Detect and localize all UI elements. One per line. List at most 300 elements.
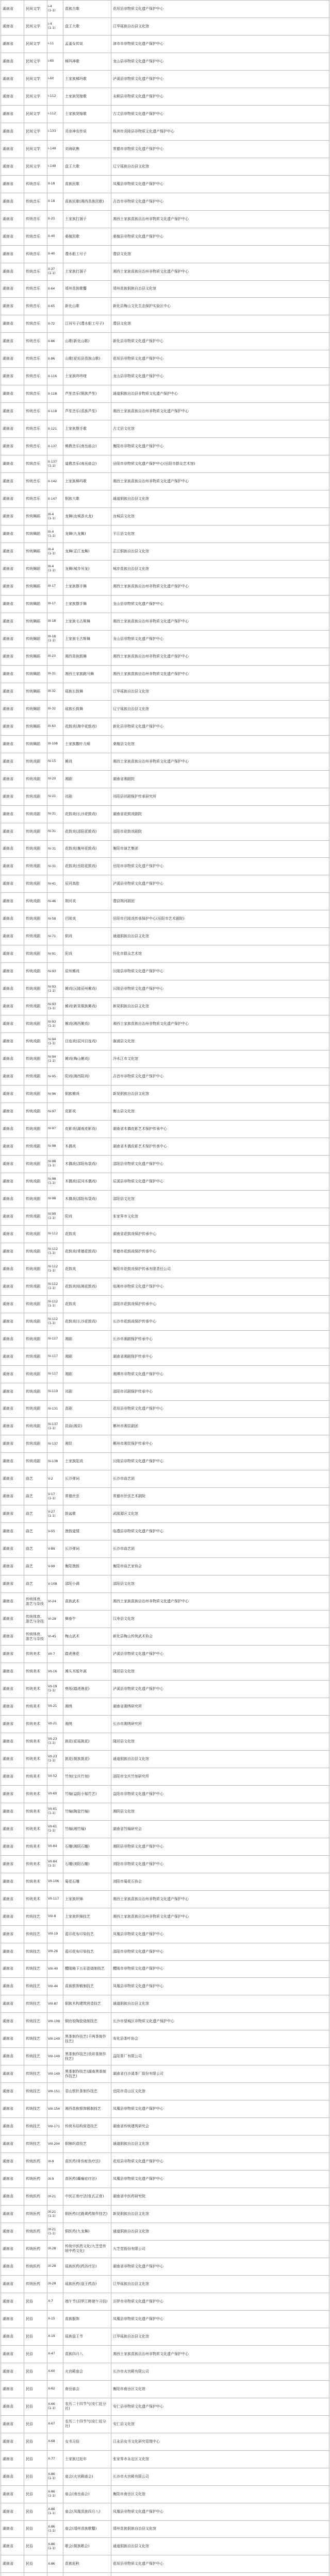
category-cell: 传统医药 [24, 2206, 47, 2223]
project-name-cell: 土家族织锦 [63, 1890, 111, 1908]
table-row [1, 385, 329, 403]
protection-unit-cell: 邵阳县文化馆 [111, 1190, 329, 1208]
category-cell: 传统音乐 [24, 298, 47, 315]
category-cell: 民俗 [24, 2415, 47, 2433]
code-cell: VIII-87 [47, 1995, 63, 2013]
code-cell: X-47 [47, 2345, 63, 2363]
table-row [1, 1033, 329, 1050]
category-cell: 传统音乐 [24, 210, 47, 228]
province-cell: 湖南省 [1, 805, 24, 823]
protection-unit-cell: 祁阳县祁剧保护传承研究所 [111, 788, 329, 805]
table-row [1, 1943, 329, 1960]
protection-unit-cell: 湘西土家族苗族自治州非物质文化遗产保护中心 [111, 665, 329, 683]
code-cell: II-18 [47, 193, 63, 210]
protection-unit-cell: 邵阳市花鼓戏剧院 [111, 823, 329, 840]
protection-unit-cell: 益阳茶厂有限公司 [111, 2048, 329, 2065]
code-cell: IV-31 [47, 840, 63, 858]
project-name-cell: 庙会(火宫殿庙会) [63, 2468, 111, 2485]
code-cell: VII-84 (1-1) [47, 1855, 63, 1873]
code-cell: VII-61 (1-1) [47, 1820, 63, 1838]
category-cell: 传统戏剧 [24, 1086, 47, 1103]
code-cell: III-31 [47, 665, 63, 683]
table-row [1, 438, 329, 455]
project-name-cell: 祁剧 [63, 1383, 111, 1400]
category-cell: 传统医药 [24, 2241, 47, 2258]
table-row [1, 788, 329, 805]
table-row [1, 1908, 329, 1925]
table-row [1, 1, 329, 18]
project-name-cell: 花鼓戏 [63, 1225, 111, 1243]
table-row [1, 1348, 329, 1365]
project-name-cell: 苗剧 [63, 1400, 111, 1418]
protection-unit-cell: 辽宁瑶族自治县文化馆 [111, 700, 329, 718]
code-cell: II-147 [47, 490, 63, 508]
project-name-cell: 挑花(花瑶挑花) [63, 1733, 111, 1750]
project-name-cell: 土家族梯玛歌 [63, 70, 111, 88]
protection-unit-cell: 长沙市湘绣研究所 [111, 1715, 329, 1733]
category-cell: 传统美术 [24, 1768, 47, 1785]
protection-unit-cell: 辰溪县非物质文化遗产保护中心 [111, 1173, 329, 1190]
code-cell: III-63 [47, 718, 63, 735]
province-cell: 湖南省 [1, 2030, 24, 2048]
province-cell: 湖南省 [1, 1260, 24, 1278]
protection-unit-cell: 衡阳市南岳区文化馆 [111, 2485, 329, 2503]
project-name-cell: 湘剧 [63, 1348, 111, 1365]
project-name-cell: 花鼓戏(岳阳花鼓戏) [63, 858, 111, 875]
project-name-cell: 竹编(益阳小郁竹艺) [63, 1785, 111, 1803]
table-row [1, 1488, 329, 1505]
code-cell: X-86 (1-1) [47, 2485, 63, 2503]
project-name-cell: 竹编(湘竹编) [63, 1820, 111, 1838]
project-name-cell: 长沙弹词 [63, 1540, 111, 1558]
province-cell: 湖南省 [1, 1558, 24, 1575]
table-row [1, 1995, 329, 2013]
project-name-cell [63, 2573, 111, 2576]
province-cell: 湖南省 [1, 2450, 24, 2468]
table-row [1, 2345, 329, 2363]
province-cell: 湖南省 [1, 1348, 24, 1365]
category-cell: 民俗 [24, 2450, 47, 2468]
table-row [1, 1855, 329, 1873]
code-cell: II-40 [47, 245, 63, 263]
project-name-cell: 花鼓戏(常德花鼓戏) [63, 1243, 111, 1260]
code-cell: IV-99 (1-1) [47, 1208, 63, 1225]
table-row [1, 1960, 329, 1978]
province-cell: 湖南省 [1, 1978, 24, 1995]
code-cell: IV-93 (1-1) [47, 980, 63, 998]
province-cell: 湖南省 [1, 2485, 24, 2503]
code-cell: VII-7 [47, 1646, 63, 1663]
province-cell: 湖南省 [1, 1383, 24, 1400]
province-cell: 湖南省 [1, 490, 24, 508]
code-cell: IV-97 [47, 1121, 63, 1138]
table-row [1, 2100, 329, 2118]
province-cell: 湖南省 [1, 1400, 24, 1418]
code-cell: I-133 [47, 123, 63, 140]
category-cell: 传统戏剧 [24, 1453, 47, 1470]
province-cell: 湖南省 [1, 1068, 24, 1086]
table-row [1, 2171, 329, 2188]
category-cell: 传统舞蹈 [24, 526, 47, 543]
protection-unit-cell: 江永县女书文化研究管理中心 [111, 2433, 329, 2450]
province-cell: 湖南省 [1, 823, 24, 840]
category-cell: 传统戏剧 [24, 1295, 47, 1313]
table-row [1, 175, 329, 193]
category-cell: 传统戏剧 [24, 945, 47, 963]
province-cell: 湖南省 [1, 1943, 24, 1960]
province-cell: 湖南省 [1, 1908, 24, 1925]
project-name-cell: 佛教音乐(南岳庙会) [63, 438, 111, 455]
project-name-cell: 山歌(新化山歌) [63, 333, 111, 350]
province-cell: 湖南省 [1, 893, 24, 910]
code-cell: IV-137 (1-1) [47, 1418, 63, 1435]
protection-unit-cell: 汨罗市非物质文化遗产保护中心 [111, 2293, 329, 2310]
province-cell: 湖南省 [1, 2363, 24, 2380]
code-cell: IX-28 [47, 2258, 63, 2275]
category-cell: 传统美术 [24, 1646, 47, 1663]
table-row [1, 1173, 329, 1190]
province-cell: 湖南省 [1, 2013, 24, 2030]
table-row [1, 228, 329, 245]
province-cell: 湖南省 [1, 1488, 24, 1505]
code-cell: IV-46 [47, 893, 63, 910]
category-cell: 曲艺 [24, 1540, 47, 1558]
code-cell: IV-98 [47, 1190, 63, 1208]
project-name-cell: 剪纸(踏虎凿花) [63, 1681, 111, 1698]
table-row [1, 2258, 329, 2275]
category-cell: 传统戏剧 [24, 1015, 47, 1033]
category-cell: 传统技艺 [24, 2083, 47, 2100]
project-name-cell: 荆河戏 [63, 893, 111, 910]
protection-unit-cell: 湘西土家族苗族自治州非物质文化遗产保护中心 [111, 1890, 329, 1908]
protection-unit-cell: 湖南省白沙溪茶厂股份有限公司 [111, 2065, 329, 2083]
protection-unit-cell: 长沙市曲艺团 [111, 1470, 329, 1488]
code-cell: VI-28 [47, 1611, 63, 1628]
table-row [1, 18, 329, 35]
category-cell: 传统美术 [24, 1873, 47, 1890]
code-cell: VII-117 [47, 1890, 63, 1908]
table-row [1, 1890, 329, 1908]
category-cell: 民间文学 [24, 140, 47, 158]
protection-unit-cell: 新晃侗族自治县文化馆 [111, 1086, 329, 1103]
province-cell: 湖南省 [1, 1015, 24, 1033]
project-name-cell: 昆曲(湘昆) [63, 1418, 111, 1435]
protection-unit-cell: 邵阳市非物质文化遗产保护中心 [111, 1943, 329, 1960]
category-cell: 传统戏剧 [24, 858, 47, 875]
table-row [1, 1086, 329, 1103]
project-name-cell: 木偶戏 [63, 1138, 111, 1155]
province-cell: 湖南省 [1, 1313, 24, 1330]
project-name-cell: 醴陵釉下五彩瓷烧制技艺 [63, 1960, 111, 1978]
province-cell: 湖南省 [1, 543, 24, 561]
province-cell: 湖南省 [1, 2345, 24, 2363]
protection-unit-cell: 通道侗族自治县文化馆 [111, 928, 329, 945]
category-cell: 传统舞蹈 [24, 561, 47, 578]
province-cell: 湖南省 [1, 2153, 24, 2171]
protection-unit-cell: 津市市非物质文化遗产保护中心 [111, 35, 329, 53]
protection-unit-cell: 花垣县非物质文化遗产保护中心 [111, 1, 329, 18]
code-cell: IV-96 [47, 1086, 63, 1103]
category-cell: 传统技艺 [24, 2136, 47, 2153]
code-cell: IV-112 [47, 1225, 63, 1243]
protection-unit-cell: 冷水江市文化馆 [111, 1050, 329, 1068]
category-cell: 传统音乐 [24, 350, 47, 368]
table-row [1, 1750, 329, 1768]
table-row [1, 1978, 329, 1995]
project-name-cell: 刘海砍樵 [63, 140, 111, 158]
protection-unit-cell: 通道侗族自治县文化馆 [111, 2136, 329, 2153]
project-name-cell: 花鼓戏(邵阳花鼓戏) [63, 823, 111, 840]
project-name-cell: 君山银针茶制作技艺 [63, 2083, 111, 2100]
code-cell: IX-28 [47, 2275, 63, 2293]
code-cell: II-137 (1-1) [47, 455, 63, 473]
category-cell: 曲艺 [24, 1558, 47, 1575]
table-row [1, 543, 329, 561]
province-cell: 湖南省 [1, 158, 24, 175]
code-cell: IV-112 (1-1) [47, 1278, 63, 1295]
code-cell: II-118 [47, 385, 63, 403]
province-cell: 湖南省 [1, 595, 24, 613]
table-row [1, 2118, 329, 2136]
project-name-cell: 龙舞(汝城香火龙) [63, 508, 111, 526]
category-cell: 曲艺 [24, 1505, 47, 1523]
project-name-cell: 黑茶制作技艺(茯砖茶制作技艺) [63, 2048, 111, 2065]
province-cell: 湖南省 [1, 1593, 24, 1611]
table-row [1, 1925, 329, 1943]
code-cell: II-121 [47, 420, 63, 438]
code-cell: VII-23 (1-1) [47, 1733, 63, 1750]
protection-unit-cell: 安化县茶叶协会 [111, 2030, 329, 2048]
code-cell: VIII-149 [47, 2065, 63, 2083]
project-name-cell: 土家族织锦技艺 [63, 1908, 111, 1925]
province-cell: 湖南省 [1, 420, 24, 438]
project-name-cell: 石雕(湘阴石雕) [63, 1838, 111, 1855]
province-cell: 湖南省 [1, 683, 24, 700]
province-cell: 湖南省 [1, 770, 24, 788]
category-cell: 民俗 [24, 2520, 47, 2538]
project-name-cell: 湘剧 [63, 1365, 111, 1383]
category-cell: 传统舞蹈 [24, 543, 47, 561]
category-cell: 民间文学 [24, 105, 47, 123]
protection-unit-cell: 通道侗族自治县非物质文化遗产保护中心 [111, 385, 329, 403]
category-cell: 传统戏剧 [24, 1435, 47, 1453]
category-cell: 传统技艺 [24, 2065, 47, 2083]
province-cell: 湖南省 [1, 526, 24, 543]
category-cell: 传统体育、游艺与杂技 [24, 1611, 47, 1628]
protection-unit-cell: 靖州苗族侗族自治县文化馆 [111, 280, 329, 298]
protection-unit-cell: 九芝堂股份有限公司 [111, 2241, 329, 2258]
code-cell: III-4 (1-1) [47, 526, 63, 543]
project-name-cell: 龙舞(城步吊龙) [63, 561, 111, 578]
protection-unit-cell: 怀化市群众艺术馆 [111, 945, 329, 963]
project-name-cell: 苗族银饰锻制技艺 [63, 1978, 111, 1995]
table-row [1, 613, 329, 630]
province-cell: 湖南省 [1, 385, 24, 403]
code-cell: I-4 (1-1) [47, 1, 63, 18]
code-cell: X-86 [47, 2555, 63, 2573]
code-cell: II-142 [47, 473, 63, 490]
province-cell: 湖南省 [1, 700, 24, 718]
province-cell: 湖南省 [1, 18, 24, 35]
code-cell: IV-138 [47, 1453, 63, 1470]
province-cell: 湖南省 [1, 1715, 24, 1733]
category-cell: 民间文学 [24, 70, 47, 88]
province-cell: 湖南省 [1, 613, 24, 630]
category-cell: 传统戏剧 [24, 1138, 47, 1155]
table-row [1, 1383, 329, 1400]
project-name-cell: 盘王大歌 [63, 18, 111, 35]
table-row [1, 875, 329, 893]
table-row [1, 1470, 329, 1488]
table-row [1, 1820, 329, 1838]
code-cell: I-149 [47, 158, 63, 175]
table-row [1, 1365, 329, 1383]
project-name-cell: 梯玛神歌 [63, 53, 111, 70]
project-name-cell: 桑植民歌 [63, 228, 111, 245]
protection-unit-cell: 浏阳市菊花石协会 [111, 1873, 329, 1890]
code-cell: VII-19 (1-1) [47, 1681, 63, 1698]
protection-unit-cell: 汉寿县文化馆 [111, 1611, 329, 1628]
code-cell: IV-98 [47, 1138, 63, 1155]
table-row [1, 823, 329, 840]
protection-unit-cell: 岳阳市君山区文化馆 [111, 2083, 329, 2100]
protection-unit-cell: 郴州市湘昆剧团 [111, 1418, 329, 1435]
table-row [1, 1190, 329, 1208]
project-name-cell: 湘绣 [63, 1698, 111, 1715]
code-cell: II-116 [47, 368, 63, 385]
category-cell: 传统戏剧 [24, 753, 47, 770]
table-row [1, 105, 329, 123]
table-row [1, 403, 329, 420]
code-cell: VIII-108 [47, 2013, 63, 2030]
project-name-cell: 阳戏 [63, 1208, 111, 1225]
category-cell: 传统戏剧 [24, 980, 47, 998]
code-cell: IV-15 [47, 753, 63, 770]
protection-unit-cell: 平江县文化馆 [111, 526, 329, 543]
code-cell: VIII-149 [47, 2030, 63, 2048]
code-cell: VIII-151 [47, 2083, 63, 2100]
protection-unit-cell: 长沙市火宫殿有限公司 [111, 2468, 329, 2485]
protection-unit-cell: 凤凰县非物质文化遗产保护中心 [111, 1978, 329, 1995]
category-cell: 传统美术 [24, 1803, 47, 1820]
province-cell: 湖南省 [1, 1190, 24, 1208]
code-cell: V-2 [47, 1470, 63, 1488]
table-row [1, 526, 329, 543]
table-row [1, 1540, 329, 1558]
province-cell: 湖南省 [1, 2188, 24, 2206]
protection-unit-cell: 澧县文化馆 [111, 245, 329, 263]
table-row [1, 1295, 329, 1313]
code-cell: I-149 [47, 140, 63, 158]
province-cell: 湖南省 [1, 1, 24, 18]
table-row [1, 910, 329, 928]
project-name-cell: 傩戏(新晃侗族傩戏) [63, 998, 111, 1015]
project-name-cell: 阳戏 [63, 945, 111, 963]
category-cell: 传统戏剧 [24, 1400, 47, 1418]
province-cell: 湖南省 [1, 175, 24, 193]
province-cell: 湖南省 [1, 1925, 24, 1943]
protection-unit-cell: 花垣县非物质文化遗产保护中心 [111, 2153, 329, 2171]
province-cell: 湖南省 [1, 1540, 24, 1558]
province-cell: 湖南省 [1, 1225, 24, 1243]
table-row [1, 1313, 329, 1330]
province-cell: 湖南省 [1, 2293, 24, 2310]
table-row [1, 805, 329, 823]
table-row [1, 333, 329, 350]
project-name-cell: 道教音乐(南岳庙会) [63, 455, 111, 473]
protection-unit-cell: 凤凰县非物质文化遗产保护中心 [111, 2310, 329, 2328]
code-cell: I-112 [47, 105, 63, 123]
category-cell: 传统技艺 [24, 2118, 47, 2136]
category-cell: 曲艺 [24, 1575, 47, 1593]
code-cell: IV-94 (1-1) [47, 1033, 63, 1050]
table-row [1, 2485, 329, 2503]
category-cell: 曲艺 [24, 1470, 47, 1488]
category-cell: 传统戏剧 [24, 1348, 47, 1365]
province-cell: 湖南省 [1, 263, 24, 280]
code-cell: III-4 (1-1) [47, 508, 63, 526]
category-cell: 传统戏剧 [24, 1278, 47, 1295]
category-cell: 民俗 [24, 2485, 47, 2503]
project-name-cell: 瑶族长鼓舞 [63, 683, 111, 700]
table-row [1, 2450, 329, 2468]
protection-unit-cell: 湖南省湘剧保护传承中心 [111, 1348, 329, 1365]
province-cell: 湖南省 [1, 1295, 24, 1313]
project-name-cell: 苗医药(骨伤蛇伤疗法) [63, 2153, 111, 2171]
category-cell: 传统美术 [24, 1698, 47, 1715]
code-cell: II-18 [47, 175, 63, 193]
province-cell: 湖南省 [1, 1838, 24, 1855]
table-row [1, 1803, 329, 1820]
table-row [1, 1646, 329, 1663]
category-cell: 传统戏剧 [24, 1033, 47, 1050]
project-name-cell: 侗族木构建筑营造技艺 [63, 1995, 111, 2013]
category-cell: 传统戏剧 [24, 1208, 47, 1225]
protection-unit-cell: 郴州市湘昆保护传承中心 [111, 1435, 329, 1453]
category-cell: 民俗 [24, 2380, 47, 2398]
protection-unit-cell: 澧县荆河剧团 [111, 893, 329, 910]
code-cell: III-32 [47, 683, 63, 700]
province-cell: 湖南省 [1, 2083, 24, 2100]
table-row [1, 350, 329, 368]
protection-unit-cell: 武陵源区文化馆 [111, 1505, 329, 1523]
table-row [1, 1715, 329, 1733]
province-cell: 湖南省 [1, 2048, 24, 2065]
project-name-cell: 黑茶制作技艺(千两茶制作技艺) [63, 2030, 111, 2048]
table-row [1, 1523, 329, 1540]
category-cell: 传统音乐 [24, 455, 47, 473]
table-row [1, 683, 329, 700]
project-name-cell: 新化山歌 [63, 298, 111, 315]
table-row [1, 2328, 329, 2345]
category-cell: 传统技艺 [24, 2048, 47, 2065]
protection-unit-cell: 临澧县非物质文化遗产保护中心 [111, 1523, 329, 1540]
category-cell: 民俗 [24, 2328, 47, 2345]
project-name-cell: 土家族摆手舞 [63, 595, 111, 613]
table-row [1, 1611, 329, 1628]
protection-unit-cell: 永顺县非物质文化遗产保护中心 [111, 88, 329, 105]
province-cell: 湖南省 [1, 2275, 24, 2293]
category-cell: 传统美术 [24, 1855, 47, 1873]
code-cell: III-18 [47, 613, 63, 630]
province-cell: 湖南省 [1, 1173, 24, 1190]
code-cell: X-68 [47, 2433, 63, 2450]
category-cell: 传统戏剧 [24, 1313, 47, 1330]
province-cell: 湖南省 [1, 2171, 24, 2188]
protection-unit-cell: 新化县非物质文化遗产保护中心 [111, 333, 329, 350]
category-cell: 民间文学 [24, 123, 47, 140]
category-cell: 民间文学 [24, 158, 47, 175]
